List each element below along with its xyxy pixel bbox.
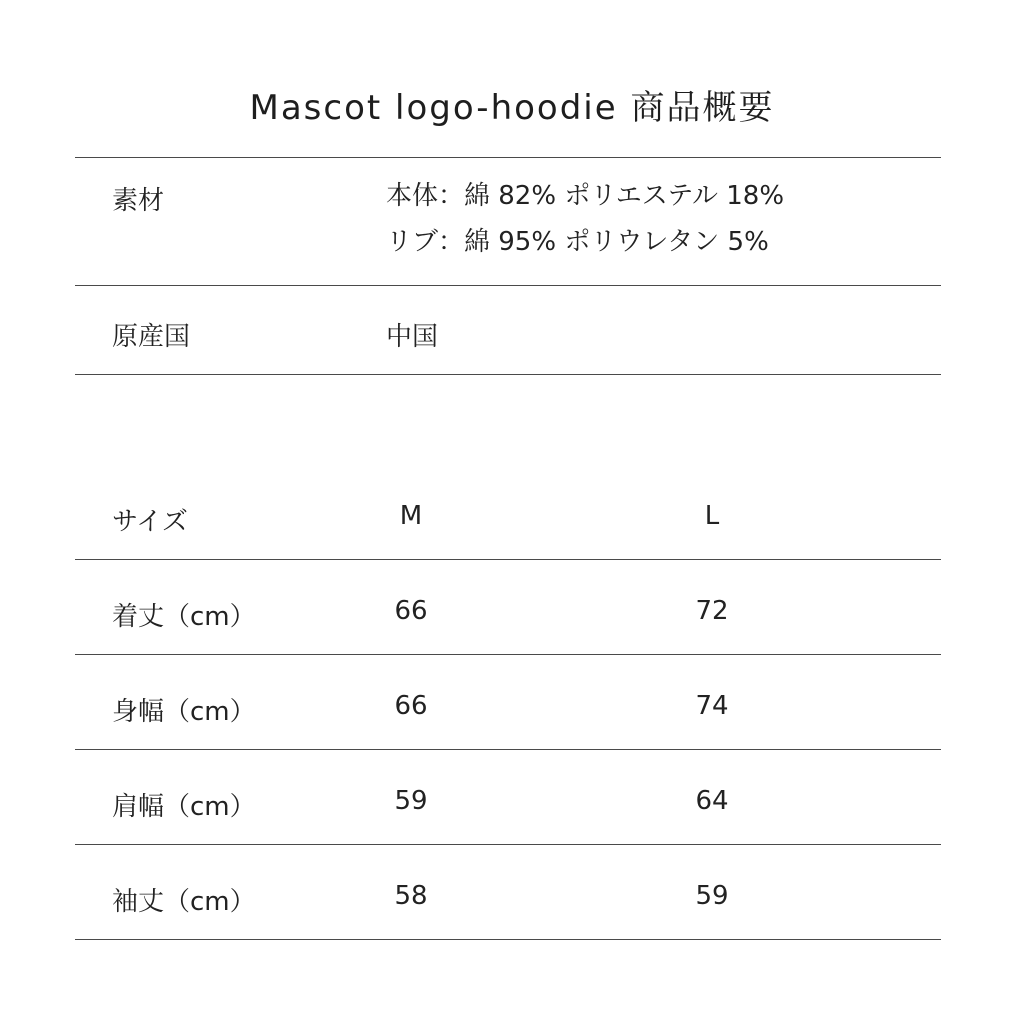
- divider: [75, 749, 941, 750]
- size-row-l: 72: [695, 596, 729, 626]
- material-label: 素材: [112, 186, 165, 216]
- page-title: Mascot logo-hoodie 商品概要: [249, 88, 775, 128]
- size-header-label: サイズ: [112, 507, 188, 537]
- size-row-m: 58: [394, 881, 428, 911]
- size-header-l: L: [704, 501, 720, 531]
- divider: [75, 844, 941, 845]
- size-row-m: 59: [394, 786, 428, 816]
- size-row-label: 着丈（cm）: [112, 602, 256, 632]
- material-line-body: 本体：綿 82% ポリエステル 18%: [386, 181, 785, 211]
- size-row-label: 袖丈（cm）: [112, 887, 256, 917]
- origin-label: 原産国: [112, 322, 191, 352]
- material-line-rib: リブ：綿 95% ポリウレタン 5%: [386, 227, 769, 257]
- size-row-label: 肩幅（cm）: [112, 792, 256, 822]
- divider: [75, 157, 941, 158]
- size-row-label: 身幅（cm）: [112, 697, 256, 727]
- size-row-l: 59: [695, 881, 729, 911]
- size-row-l: 64: [695, 786, 729, 816]
- divider: [75, 559, 941, 560]
- size-row-m: 66: [394, 691, 428, 721]
- divider: [75, 939, 941, 940]
- size-header-m: M: [399, 501, 423, 531]
- size-row-l: 74: [695, 691, 729, 721]
- origin-value: 中国: [386, 322, 439, 352]
- size-row-m: 66: [394, 596, 428, 626]
- divider: [75, 285, 941, 286]
- divider: [75, 654, 941, 655]
- divider: [75, 374, 941, 375]
- material-value: [386, 173, 784, 265]
